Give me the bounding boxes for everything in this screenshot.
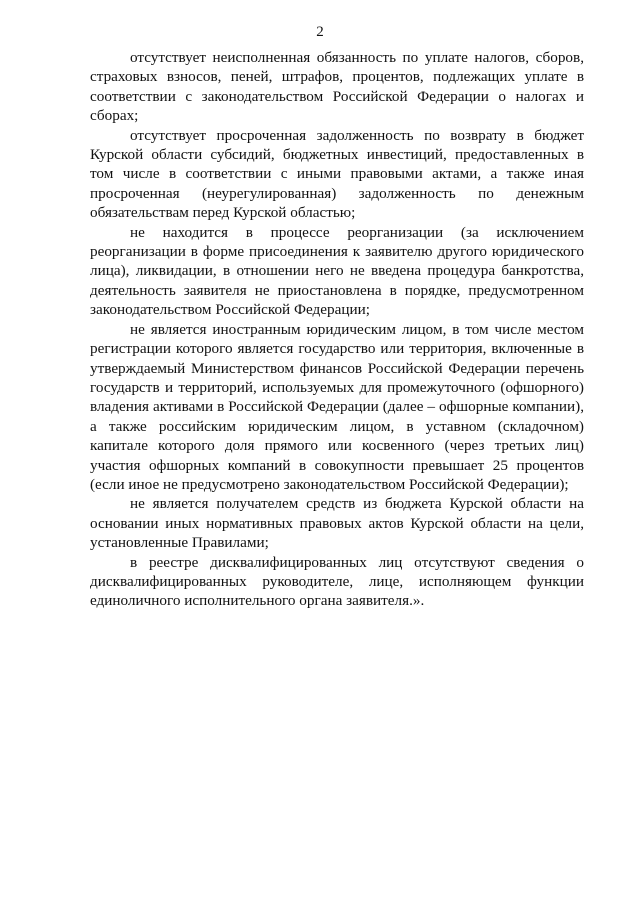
paragraph-reorganization: не находится в процессе реорганизации (за исключением реорганизации в форме присоединения к заявителю другого юридического лица), ликвидации, в отношении него не введена процедура банкротства, деятельность заявителя не приостановлена в порядке, предусмотренном законодательством Российской Федерации; bbox=[90, 223, 584, 319]
paragraph-budget-recipient: не является получателем средств из бюджета Курской области на основании иных нормативных правовых актов Курской области на цели, установленные Правилами; bbox=[90, 495, 584, 552]
document-body bbox=[90, 48, 584, 611]
paragraph-overdue-debt: отсутствует просроченная задолженность по возврату в бюджет Курской области субсидий, бюджетных инвестиций, предоставленных в том числе в соответствии с иными правовыми актами, а также иная просроченная (неурегулированная) задолженность по денежным обязательствам перед Курской областью; bbox=[90, 126, 584, 222]
paragraph-foreign-entity: не является иностранным юридическим лицом, в том числе местом регистрации которого является государство или территория, включенные в утверждаемый Министерством финансов Российской Федерации перечень государств и территорий, используемых для промежуточного (офшорного) владения активами в Российской Федерации (далее – офшорные компании), а также российским юридическим лицом, в уставном (складочном) капитале которого доля прямого или косвенного (через третьих лиц) участия офшорных компаний в совокупности превышает 25 процентов (если иное не предусмотрено законодательством Российской Федерации); bbox=[90, 320, 584, 493]
paragraph-tax-obligations: отсутствует неисполненная обязанность по уплате налогов, сборов, страховых взносов, пеней, штрафов, процентов, подлежащих уплате в соответствии с законодательством Российской Федерации о налогах и сборах; bbox=[90, 49, 584, 125]
paragraph-disqualified-registry: в реестре дисквалифицированных лиц отсутствуют сведения о дисквалифицированных руководителе, лице, исполняющем функции единоличного исполнительного органа заявителя.». bbox=[90, 553, 584, 610]
page-number: 2 bbox=[316, 24, 324, 40]
